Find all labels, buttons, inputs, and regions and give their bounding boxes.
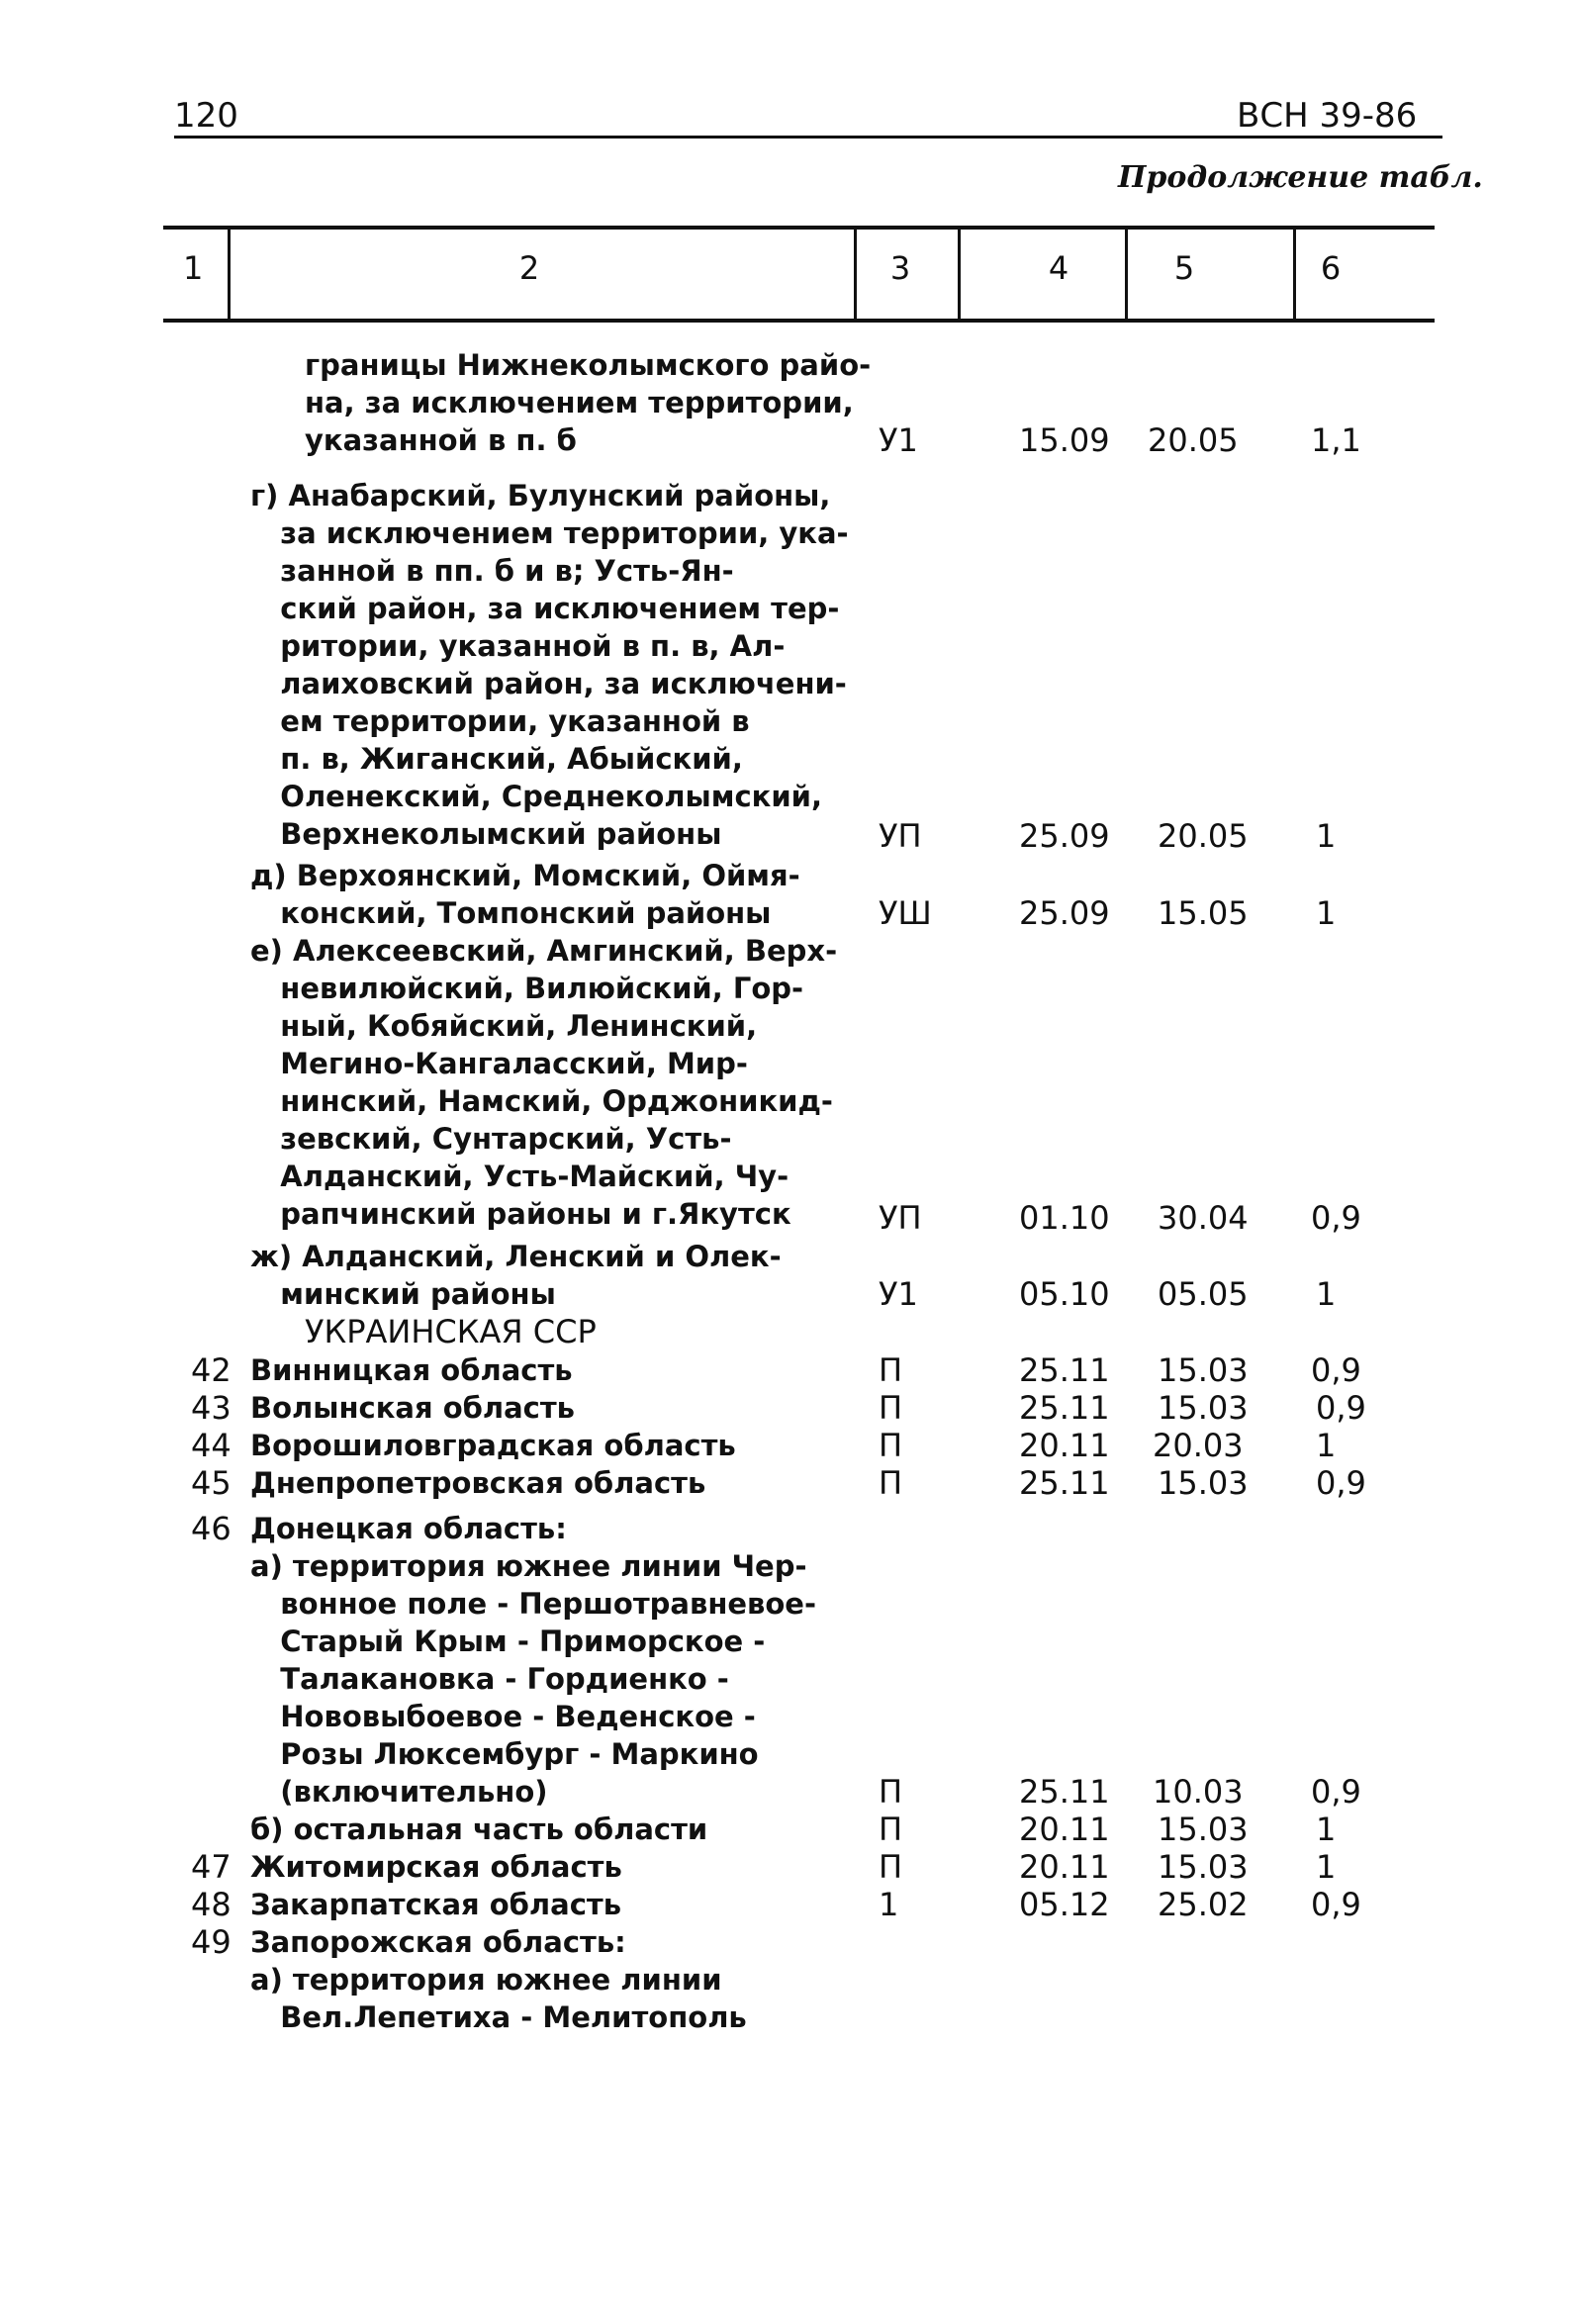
row-number: 43 — [191, 1389, 232, 1427]
column-header-4: 4 — [1048, 249, 1069, 287]
row-c5: 15.03 — [1158, 1389, 1249, 1427]
column-divider — [1125, 226, 1128, 321]
row-text: Донецкая область: — [250, 1512, 567, 1545]
row-c6: 0,9 — [1311, 1773, 1361, 1811]
row-text: е) Алексеевский, Амгинский, Верх- невилюйский, Вилюйский, Гор- ный, Кобяйский, Ленинский, Мегино-Кангаласский, Мир- нинский, Намский, Орджоникид- зевский, Сунтарский, Усть- Алданский, Усть-Майский, Чу- рапчинский районы и г.Якутск — [250, 934, 838, 1231]
column-header-1: 1 — [183, 249, 204, 287]
column-divider — [1293, 226, 1296, 321]
row-c5: 15.05 — [1158, 894, 1249, 932]
row-text: г) Анабарский, Булунский районы, за исключением территории, ука- занной в пп. б и в; Усть-Ян- ский район, за исключением тер- ритории, указанной в п. в, Ал- лаиховский район, за исключени- ем территории, указанной в п. в, Жиганский, Абыйский, Оленекский, Среднеколымский, Верхнеколымский районы — [250, 479, 849, 851]
row-c3: УП — [879, 817, 922, 855]
row-c4: 25.11 — [1019, 1464, 1110, 1502]
row-c4: 25.11 — [1019, 1773, 1110, 1811]
row-c6: 0,9 — [1311, 1199, 1361, 1237]
column-header-5: 5 — [1173, 249, 1195, 287]
row-c3: У1 — [879, 1275, 918, 1313]
row-c4: 25.09 — [1019, 894, 1110, 932]
row-text: Винницкая область — [250, 1353, 573, 1387]
row-c5: 25.02 — [1158, 1886, 1249, 1923]
row-c5: 20.05 — [1148, 421, 1239, 459]
row-c5: 15.03 — [1158, 1811, 1249, 1848]
row-c3: 1 — [879, 1886, 899, 1923]
row-c6: 1 — [1316, 1427, 1337, 1464]
row-text: а) территория южнее линии Чер- вонное поле - Першотравневое- Старый Крым - Приморское - Талакановка - Гордиенко - Нововыбоевое - Веденское - Розы Люксембург - Маркино (включительно) — [250, 1549, 817, 1809]
row-c5: 20.03 — [1153, 1427, 1244, 1464]
row-c4: 01.10 — [1019, 1199, 1110, 1237]
row-number: 44 — [191, 1427, 232, 1464]
column-divider — [228, 226, 231, 321]
row-c3: П — [879, 1427, 903, 1464]
continuation-note: Продолжение табл. — [1118, 160, 1483, 195]
row-text: Закарпатская область — [250, 1888, 622, 1921]
table-header-top-rule — [163, 226, 1435, 230]
column-header-6: 6 — [1320, 249, 1342, 287]
row-c3: П — [879, 1351, 903, 1389]
row-c6: 1,1 — [1311, 421, 1361, 459]
row-number: 42 — [191, 1351, 232, 1389]
row-number: 47 — [191, 1848, 232, 1886]
header-rule — [174, 136, 1442, 139]
column-header-2: 2 — [518, 249, 540, 287]
row-text: Житомирская область — [250, 1850, 622, 1884]
row-c5: 15.03 — [1158, 1464, 1249, 1502]
row-c6: 1 — [1316, 1848, 1337, 1886]
page-number: 120 — [174, 96, 238, 136]
row-number: 48 — [191, 1886, 232, 1923]
row-c3: У1 — [879, 421, 918, 459]
row-c4: 20.11 — [1019, 1427, 1110, 1464]
row-c5: 30.04 — [1158, 1199, 1249, 1237]
row-c6: 1 — [1316, 1811, 1337, 1848]
row-text: б) остальная часть области — [250, 1813, 708, 1846]
section-title: УКРАИНСКАЯ ССР — [305, 1313, 597, 1350]
row-text: Ворошиловградская область — [250, 1429, 736, 1462]
row-number: 46 — [191, 1510, 232, 1547]
row-c3: П — [879, 1464, 903, 1502]
row-c6: 1 — [1316, 1275, 1337, 1313]
column-header-3: 3 — [889, 249, 911, 287]
row-c4: 20.11 — [1019, 1848, 1110, 1886]
row-c5: 15.03 — [1158, 1848, 1249, 1886]
row-c5: 05.05 — [1158, 1275, 1249, 1313]
row-c6: 1 — [1316, 817, 1337, 855]
row-text: Днепропетровская область — [250, 1466, 706, 1500]
row-c6: 0,9 — [1316, 1389, 1366, 1427]
row-c4: 15.09 — [1019, 421, 1110, 459]
row-c5: 20.05 — [1158, 817, 1249, 855]
row-number: 49 — [191, 1923, 232, 1961]
row-text: Волынская область — [250, 1391, 576, 1425]
column-divider — [854, 226, 857, 321]
row-text: а) территория южнее линии Вел.Лепетиха - Мелитополь — [250, 1963, 747, 2034]
row-c3: П — [879, 1811, 903, 1848]
row-c5: 15.03 — [1158, 1351, 1249, 1389]
row-c4: 20.11 — [1019, 1811, 1110, 1848]
row-c6: 0,9 — [1311, 1886, 1361, 1923]
row-c5: 10.03 — [1153, 1773, 1244, 1811]
row-c4: 25.09 — [1019, 817, 1110, 855]
row-c3: УШ — [879, 894, 932, 932]
row-text: границы Нижнеколымского райо- на, за исключением территории, указанной в п. б — [305, 348, 872, 457]
row-c3: УП — [879, 1199, 922, 1237]
column-divider — [958, 226, 961, 321]
row-c6: 0,9 — [1316, 1464, 1366, 1502]
row-c4: 25.11 — [1019, 1389, 1110, 1427]
row-c6: 0,9 — [1311, 1351, 1361, 1389]
row-c3: П — [879, 1773, 903, 1811]
row-c6: 1 — [1316, 894, 1337, 932]
row-c4: 05.12 — [1019, 1886, 1110, 1923]
row-text: Запорожская область: — [250, 1925, 626, 1959]
row-c3: П — [879, 1389, 903, 1427]
row-text: ж) Алданский, Ленский и Олек- минский районы — [250, 1240, 782, 1311]
row-c4: 25.11 — [1019, 1351, 1110, 1389]
row-number: 45 — [191, 1464, 232, 1502]
row-text: д) Верхоянский, Момский, Оймя- конский, Томпонский районы — [250, 859, 800, 930]
table-header-bottom-rule — [163, 319, 1435, 323]
document-code: ВСН 39-86 — [1237, 96, 1418, 136]
row-c4: 05.10 — [1019, 1275, 1110, 1313]
row-c3: П — [879, 1848, 903, 1886]
